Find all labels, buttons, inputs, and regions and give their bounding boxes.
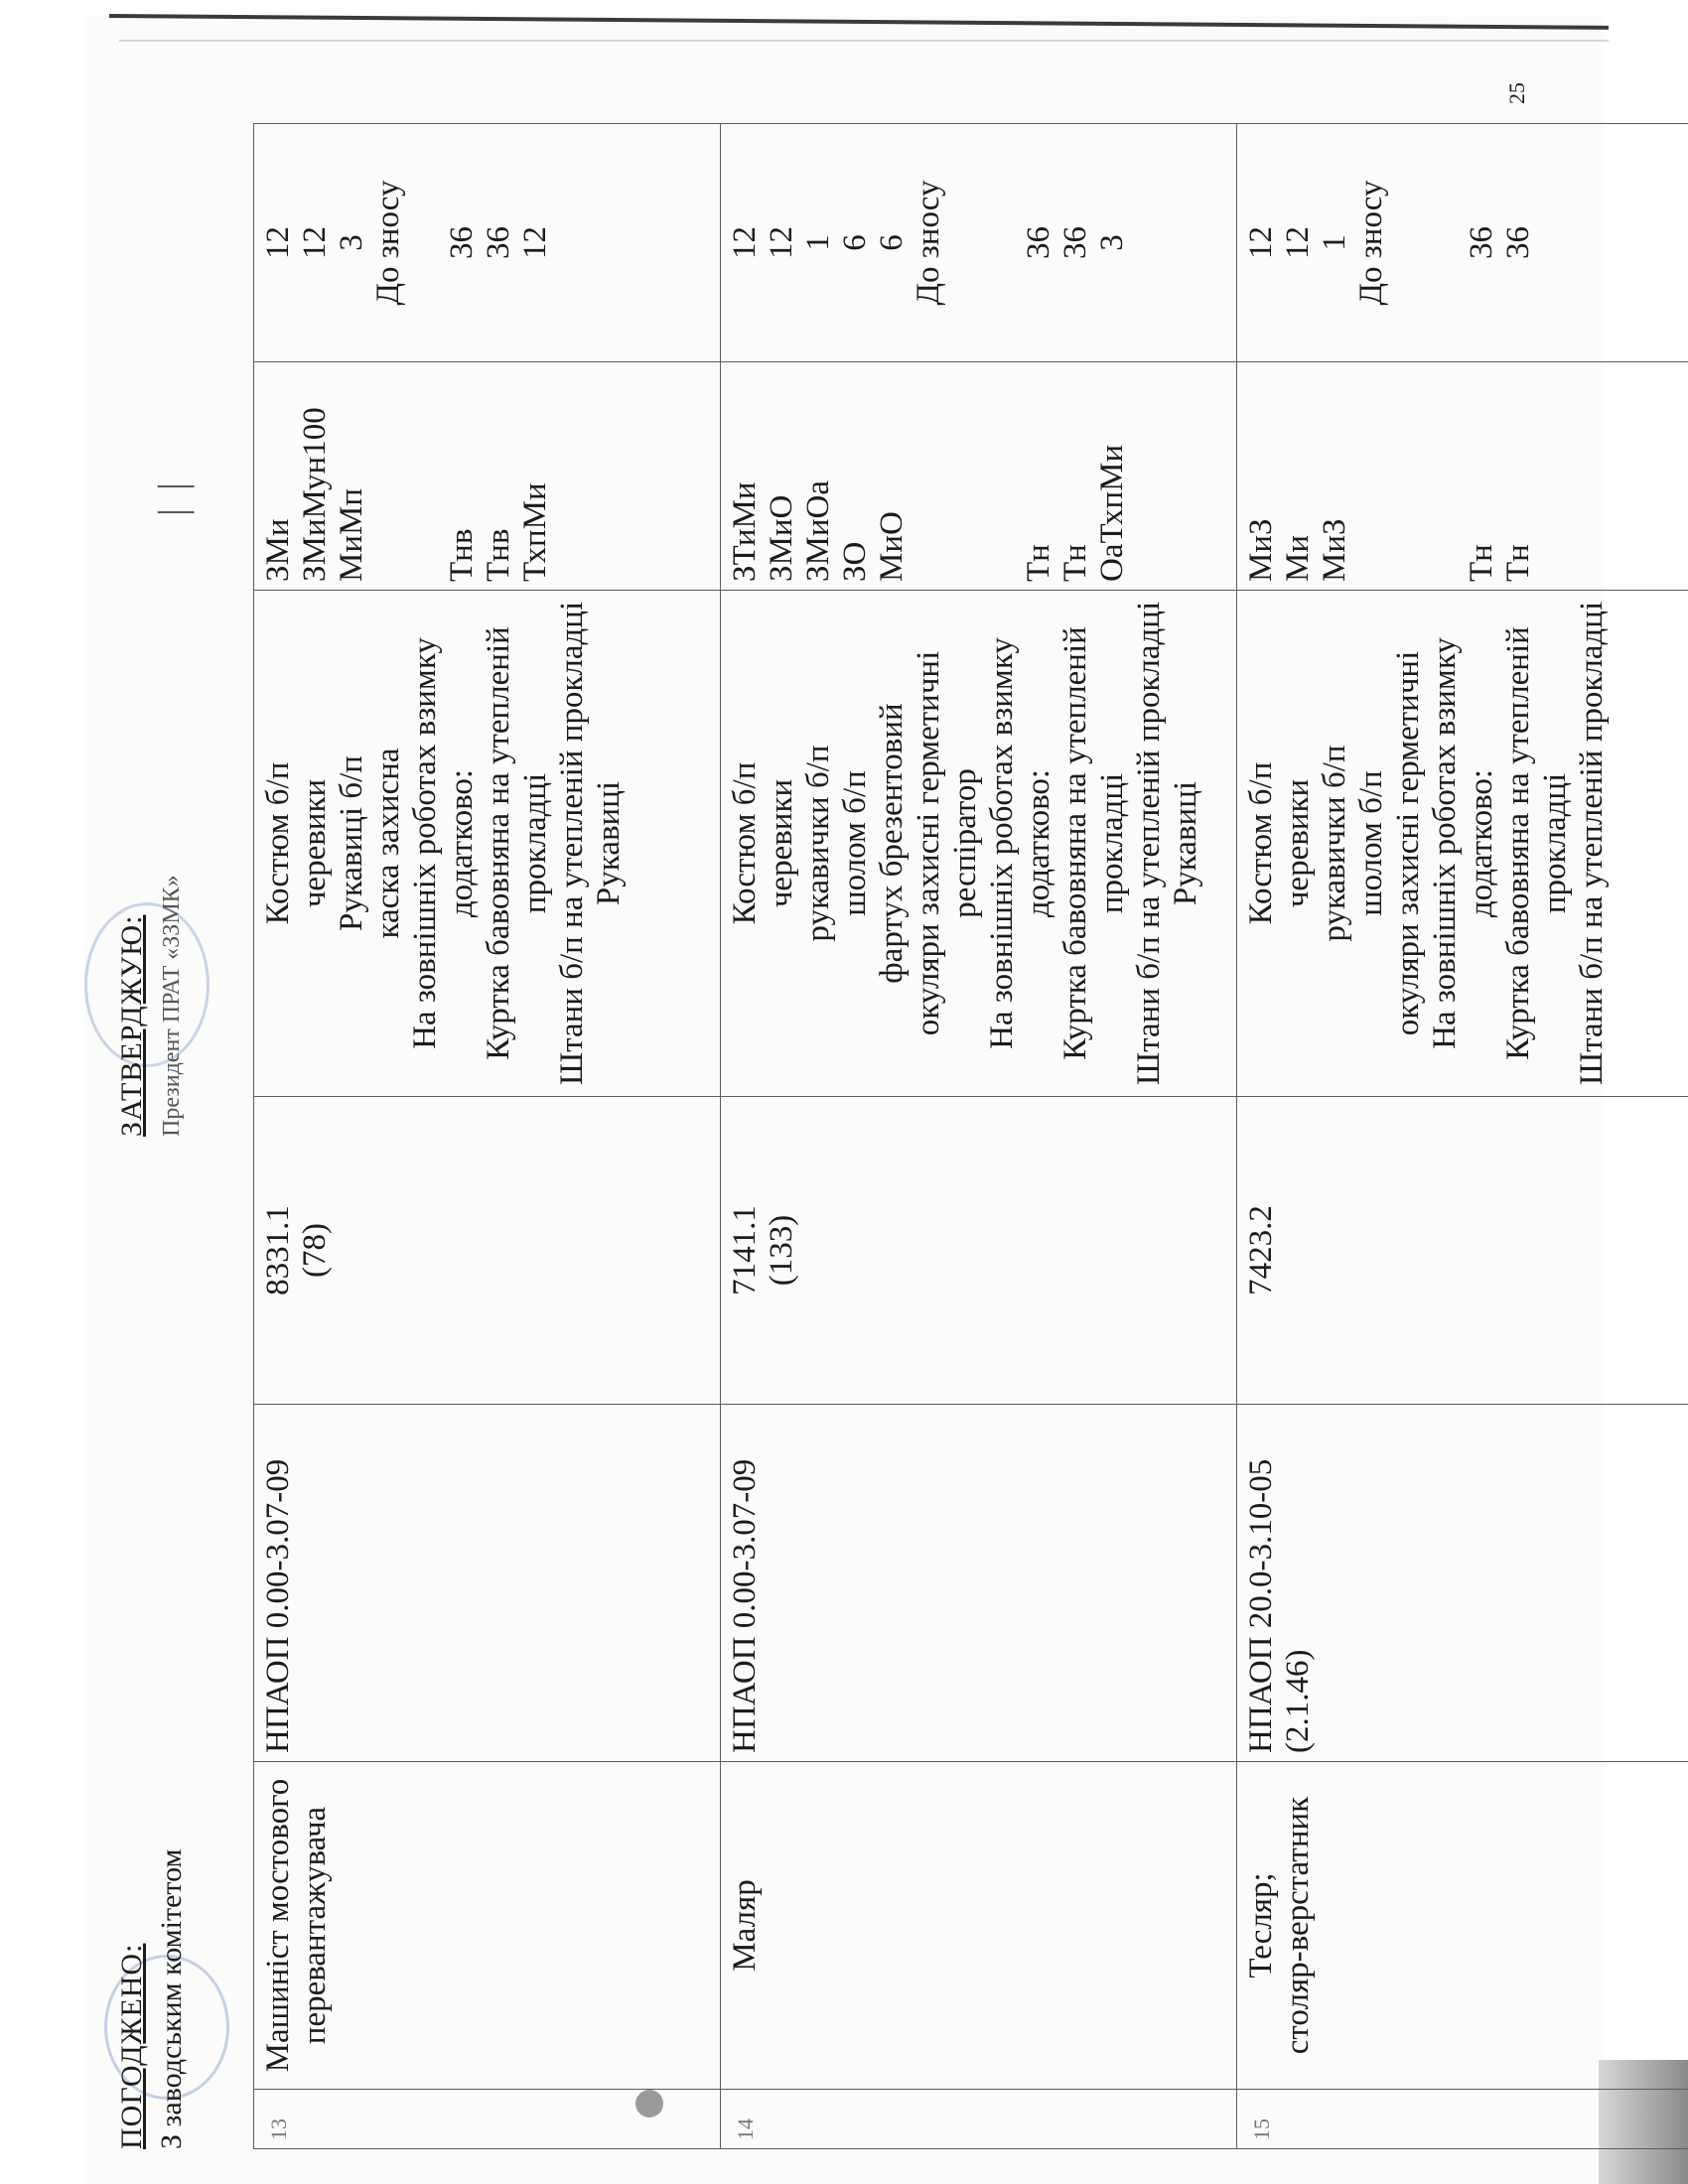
table-row	[1237, 124, 1688, 2149]
wear-term: 12	[297, 226, 333, 259]
ppe-item: Костюм б/п	[1243, 761, 1279, 925]
margin-bars: | |	[150, 478, 195, 516]
wear-term: До зносу	[370, 180, 406, 306]
ppe-item: Штани б/п на утепленій прокладці	[1574, 601, 1610, 1086]
ppe-items	[254, 591, 721, 1097]
wear-term: 36	[1500, 226, 1536, 259]
row-number: 15	[1237, 2090, 1688, 2149]
norm-reference: НПАОП 20.0-3.10-05 (2.1.46)	[1237, 1405, 1688, 1762]
approved-by: Президент ПРАТ «ЗЗМК»	[159, 875, 185, 1137]
protection-mark: МиЗ	[1243, 518, 1279, 582]
page-top-edge-shadow	[119, 40, 1609, 42]
profession-code: 8331.1 (78)	[254, 1097, 721, 1405]
protection-mark: ЗМиОа	[800, 479, 836, 582]
table-row	[721, 124, 1237, 2149]
wear-terms	[721, 124, 1237, 362]
wear-term: До зносу	[911, 180, 946, 306]
protection-mark: ОаТхпМи	[1094, 444, 1130, 582]
protection-mark: Тн	[1021, 544, 1056, 582]
ppe-item: Костюм б/п	[260, 761, 296, 925]
wear-term: 36	[1464, 226, 1499, 259]
ppe-item: Рукавиці б/п	[334, 755, 369, 931]
ppe-item: Штани б/п на утепленій прокладці	[1131, 601, 1167, 1086]
protection-mark: ТхпМи	[517, 482, 553, 582]
ppe-table-body	[254, 124, 1688, 2149]
protection-mark	[1353, 370, 1390, 582]
wear-term: 36	[481, 226, 516, 259]
wear-terms	[254, 124, 721, 362]
wear-term: 12	[260, 226, 296, 259]
protection-mark: МиЗ	[1317, 518, 1352, 582]
ppe-item: шолом б/п	[837, 770, 873, 916]
wear-term	[1390, 132, 1427, 353]
protection-mark: Тн	[1500, 544, 1536, 582]
protection-mark: ЗМиО	[764, 494, 799, 582]
wear-term: 12	[1280, 226, 1316, 259]
wear-term: 12	[727, 226, 763, 259]
ppe-item: На зовнішніх роботах взимку додатково:	[1427, 637, 1499, 1049]
protection-mark	[1390, 370, 1427, 582]
protection-mark	[984, 370, 1021, 582]
norm-reference: НПАОП 0.00-3.07-09	[254, 1405, 721, 1762]
wear-term: До зносу	[1353, 180, 1389, 306]
approved-title: ЗАТВЕРДЖУЮ:	[115, 914, 148, 1137]
ppe-item: черевики	[1280, 778, 1316, 908]
protection-mark	[911, 370, 947, 582]
ppe-item: Костюм б/п	[727, 761, 763, 925]
ppe-item: фартух брезентовий	[874, 703, 910, 984]
ppe-item: рукавички б/п	[1317, 745, 1352, 942]
protection-mark: Тнв	[444, 528, 480, 582]
protection-marks	[254, 362, 721, 591]
table-row	[254, 124, 721, 2149]
profession-name: Маляр	[721, 1762, 1237, 2090]
approved-block	[112, 875, 192, 1137]
wear-term: 12	[517, 226, 553, 259]
page-number: 25	[1504, 82, 1529, 104]
protection-mark: ЗО	[837, 541, 873, 582]
norm-reference: НПАОП 0.00-3.07-09	[721, 1405, 1237, 1762]
ppe-item: Штани б/п на утепленій прокладці	[554, 601, 590, 1086]
protection-mark: Тн	[1464, 544, 1499, 582]
ppe-item: окуляри захисні герметичні	[1390, 650, 1426, 1036]
ppe-items	[721, 591, 1237, 1097]
wear-term: 6	[874, 234, 910, 251]
protection-marks	[721, 362, 1237, 591]
protection-mark	[947, 370, 984, 582]
ppe-item: Куртка бавовняна на утепленій прокладці	[1057, 626, 1130, 1060]
ppe-item: каска захисна	[370, 748, 406, 939]
profession-code: 7423.2	[1237, 1097, 1688, 1405]
ppe-item: респіратор	[947, 768, 983, 918]
wear-term	[407, 132, 444, 353]
agreed-by: З заводським комітетом	[155, 1848, 188, 2149]
wear-term: 36	[444, 226, 480, 259]
ppe-item: окуляри захисні герметичні	[911, 650, 946, 1036]
wear-term: 36	[1021, 226, 1056, 259]
ppe-item: рукавички б/п	[800, 745, 836, 942]
protection-mark: ЗТиМи	[727, 481, 763, 582]
wear-term: 1	[800, 234, 836, 251]
protection-mark	[1427, 370, 1464, 582]
profession-code: 7141.1 (133)	[721, 1097, 1237, 1405]
approval-header	[84, 164, 223, 2149]
protection-mark: Тн	[1057, 544, 1093, 582]
protection-mark: ЗМиМун100	[297, 407, 333, 582]
protection-mark	[407, 370, 444, 582]
ppe-item: черевики	[297, 778, 333, 908]
wear-term: 12	[1243, 226, 1279, 259]
protection-mark: МиМп	[334, 487, 369, 582]
ppe-item: На зовнішніх роботах взимку додатково:	[407, 637, 480, 1049]
wear-terms	[1237, 124, 1688, 362]
ppe-item: Куртка бавовняна на утепленій прокладці	[1500, 626, 1573, 1060]
ppe-norms-table	[253, 123, 1688, 2149]
row-number: 13	[254, 2090, 721, 2149]
protection-mark: Тнв	[481, 528, 516, 582]
ppe-item: черевики	[764, 778, 799, 908]
wear-term	[1427, 132, 1464, 353]
wear-term: 3	[334, 234, 369, 251]
wear-term: 1	[1317, 234, 1352, 251]
wear-term: 12	[764, 226, 799, 259]
wear-term	[984, 132, 1021, 353]
protection-marks	[1237, 362, 1688, 591]
ppe-item: шолом б/п	[1353, 770, 1389, 916]
profession-name: Машиніст мостового перевантажувача	[254, 1762, 721, 2090]
profession-name: Тесляр; столяр-верстатник	[1237, 1762, 1688, 2090]
protection-mark: МиО	[874, 511, 910, 582]
protection-mark: ЗМи	[260, 518, 296, 582]
ppe-item: Рукавиці	[1168, 780, 1203, 906]
protection-mark: Ми	[1280, 534, 1316, 582]
protection-mark	[370, 370, 407, 582]
ppe-items	[1237, 591, 1688, 1097]
wear-term	[947, 132, 984, 353]
row-number: 14	[721, 2090, 1237, 2149]
rotated-sheet	[84, 124, 1610, 2179]
ppe-item: На зовнішніх роботах взимку додатково:	[984, 637, 1056, 1049]
agreed-title: ПОГОДЖЕНО:	[115, 1943, 148, 2149]
wear-term: 6	[837, 234, 873, 251]
ppe-item: Куртка бавовняна на утепленій прокладці	[481, 626, 553, 1060]
wear-term: 3	[1094, 234, 1130, 251]
wear-term: 36	[1057, 226, 1093, 259]
agreed-block	[112, 1848, 192, 2149]
ppe-item: Рукавиці	[591, 780, 627, 906]
